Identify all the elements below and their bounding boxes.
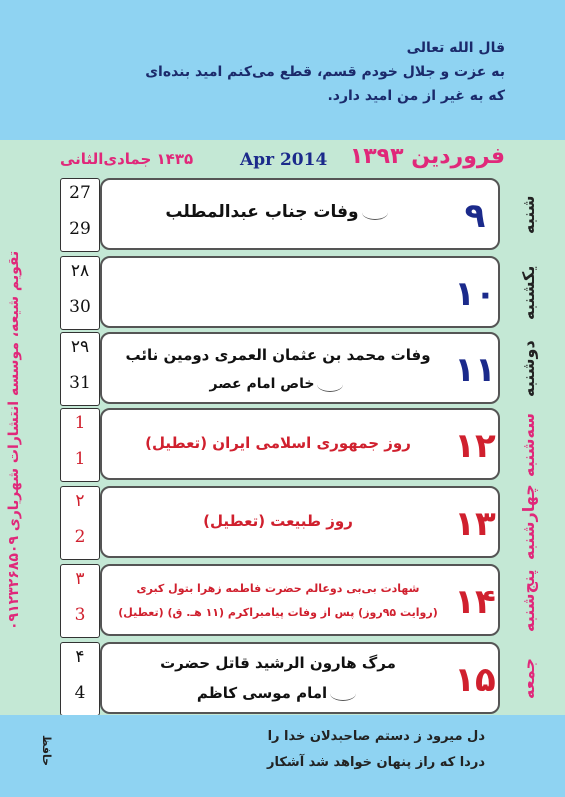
event-line-2: (روایت ۹۵روز) پس از وفات پیامبراکرم (۱۱ هـ. ق) (تعطیل): [118, 606, 438, 619]
gregorian-day: 4: [74, 683, 86, 703]
event-line-1: مرگ هارون الرشید قاتل حضرت: [160, 654, 396, 672]
day-row-11: [60, 332, 500, 406]
event-line-1: وفات محمد بن عثمان العمری دومین نائب: [125, 346, 431, 364]
event-line-1: وفات جناب عبدالمطلب: [110, 202, 446, 222]
quote-line-3: که به غیر از من امید دارد.: [327, 88, 505, 104]
day-row-10: [60, 256, 500, 330]
honorific-seal-icon: [317, 377, 343, 392]
persian-day-number: ۱۰: [454, 274, 496, 314]
gregorian-day: 29: [69, 219, 91, 239]
persian-day-number: ۱۳: [454, 504, 496, 544]
gregorian-day: 2: [74, 527, 86, 547]
honorific-seal-icon: [362, 205, 388, 220]
persian-day-number: ۱۴: [454, 582, 496, 622]
persian-month-title: فروردین ۱۳۹۳: [349, 144, 505, 169]
day-row-14: [60, 564, 500, 638]
gregorian-day: 31: [69, 373, 91, 393]
gregorian-day: 1: [74, 449, 86, 469]
date-box: [60, 178, 100, 252]
gregorian-month-title: Apr 2014: [240, 150, 328, 170]
event-box: [100, 564, 500, 636]
poem-line-1: دل میرود ز دستم صاحبدلان خدا را: [267, 729, 485, 744]
weekday-label: یکشنبه: [519, 265, 538, 321]
persian-day-number: ۹: [464, 196, 486, 236]
event-line-2: امام موسی کاظم: [110, 684, 446, 702]
weekday-label: شنبه: [519, 195, 538, 235]
poet-name: حافظ: [40, 735, 53, 767]
day-row-15: [60, 642, 500, 716]
hijri-day: ۴: [75, 647, 85, 667]
event-box: [100, 256, 500, 328]
quote-line-1: قال الله تعالی: [406, 40, 505, 56]
top-quote: [0, 0, 565, 140]
weekday-label: جمعه: [519, 658, 538, 700]
date-box: [60, 642, 100, 716]
hijri-day: ۳: [75, 569, 85, 589]
event-line-1: روز جمهوری اسلامی ایران (تعطیل): [145, 434, 411, 452]
event-line-1: روز طبیعت (تعطیل): [203, 512, 353, 530]
date-box: [60, 486, 100, 560]
event-line-1: شهادت بی‌بی دوعالم حضرت فاطمه زهرا بتول کبری: [136, 582, 420, 595]
honorific-seal-icon: [330, 686, 356, 701]
day-row-13: [60, 486, 500, 560]
side-publisher-label: تقویم شیعه، موسسه انتشارات شهریاری ۰۹۱۲۳۲۶۸۵۰۹: [6, 250, 22, 630]
gregorian-day: 30: [69, 297, 91, 317]
quote-line-2: به عزت و جلال خودم قسم، قطع می‌کنم امید بنده‌ای: [145, 64, 505, 80]
hijri-day: ۲۹: [70, 337, 90, 357]
date-box: [60, 408, 100, 482]
hijri-month-title: ۱۴۳۵ جمادی‌الثانی: [60, 150, 194, 168]
hijri-day: ۲: [75, 491, 85, 511]
weekday-label: پنج‌شنبه: [519, 569, 538, 633]
weekday-label: چهارشنبه: [519, 484, 538, 560]
gregorian-day: 3: [74, 605, 86, 625]
date-box: [60, 332, 100, 406]
event-box: [100, 642, 500, 714]
day-row-9: [60, 178, 500, 252]
weekday-label: سه‌شنبه: [519, 413, 538, 477]
day-row-12: [60, 408, 500, 482]
date-box: [60, 256, 100, 330]
bottom-poem: [0, 715, 565, 797]
event-box: [100, 408, 500, 480]
persian-day-number: ۱۵: [454, 660, 496, 700]
hijri-day: 27: [69, 183, 91, 203]
persian-day-number: ۱۱: [454, 350, 496, 390]
date-box: [60, 564, 100, 638]
persian-day-number: ۱۲: [454, 426, 496, 466]
event-line-2: خاص امام عصر: [110, 376, 446, 392]
weekday-label: دوشنبه: [519, 340, 538, 398]
hijri-day: ۲۸: [70, 261, 90, 281]
hijri-day: 1: [74, 413, 86, 433]
poem-line-2: دردا که راز پنهان خواهد شد آشکار: [266, 755, 485, 770]
event-box: [100, 486, 500, 558]
event-box: [100, 332, 500, 404]
event-box: [100, 178, 500, 250]
